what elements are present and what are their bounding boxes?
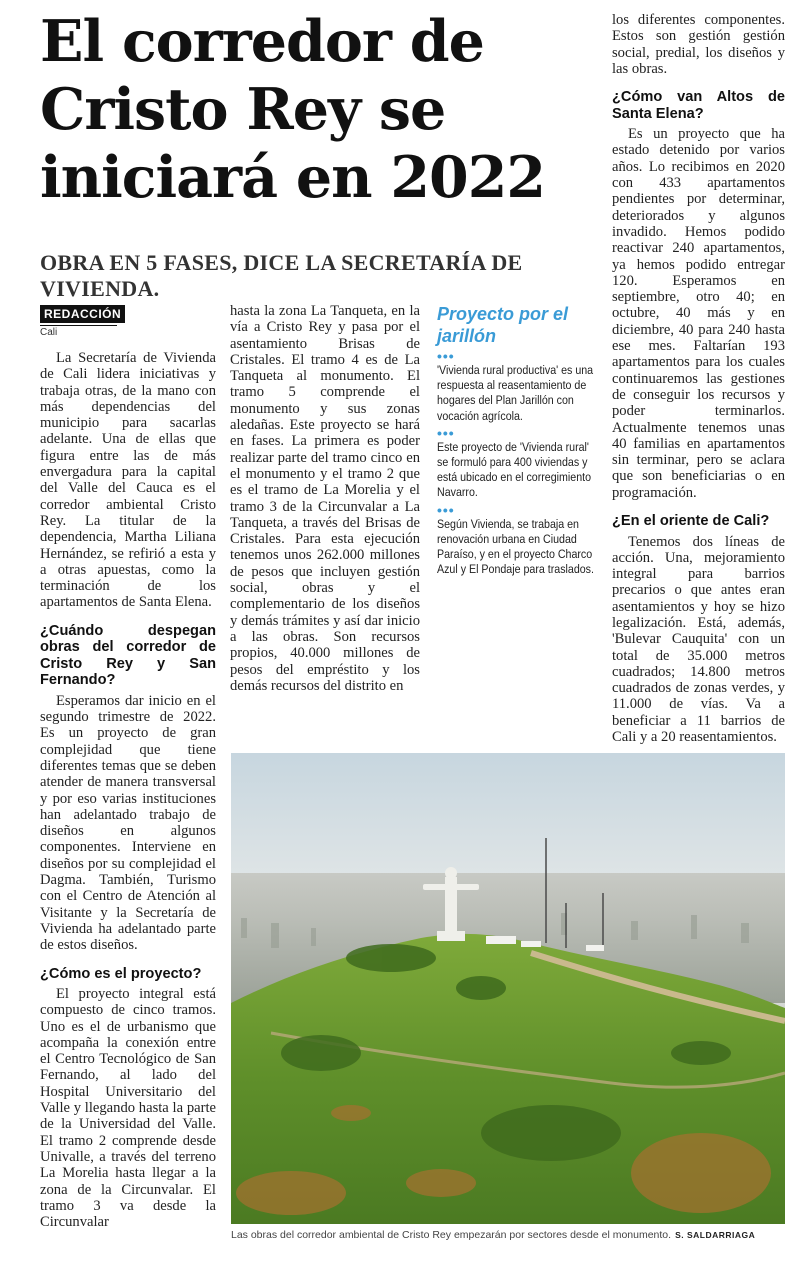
bullet-dots-icon: •••: [437, 348, 455, 364]
answer-paragraph: Es un proyecto que ha estado detenido por varios años. Lo recibimos en 2020 con 433 apartamentos pendientes por determinar, deteriorados y algunos invadido. Hemos podido reactivar 240 apartamentos, ya hemos podido entregar 120. Esperamos en septiembre, otro 40; en octubre, 40 más y en diciembre, 40 para 240 hasta ese mes. Faltarían 193 apartamentos para los cuales continuaremos las gestiones de conseguir los recursos y poder terminarlos. Actualmente tenemos unas 40 familias en apartamentos sin terminar, pero se aclara que son beneficiarias o en programación.: [612, 126, 785, 501]
headline: El corredor de Cristo Rey se iniciará en 2022: [40, 8, 546, 211]
article-column-1: [40, 350, 216, 1230]
photo-credit: S. SALDARRIAGA: [675, 1230, 756, 1240]
answer-paragraph: El proyecto integral está compuesto de cinco tramos. Uno es el de urbanismo que acompaña la conexión entre el Centro Tecnológico de San Fernando, al lado del Hospital Universitario del Valle y llegando hasta la parte de la Universidad del Valle. El tramo 2 comprende desde Univalle, a través del terreno La Morelia hasta llegar a la zona de la Circunvalar. El tramo 3 va desde la Circunvalar: [40, 986, 216, 1231]
bullet-dots-icon: •••: [437, 501, 455, 518]
sidebar-title: Proyecto por el jarillón: [437, 304, 569, 346]
question-heading: ¿Cómo es el proyecto?: [40, 965, 202, 982]
continued-paragraph: hasta la zona La Tanqueta, en la vía a Cristo Rey y pasa por el asentamiento Brisas de Cristales. El tramo 4 es de La Tanqueta al monumento. El tramo 5 comprende el monumento y sus zonas aledañas. Este proyecto se hará en fases. La primera es poder realizar parte del tramo cinco en el monumento y el tramo 2 que es el tramo de La Morelia y el tramo 3 de la Circunvalar a La Tanqueta, a través del Brisas de Cristales. Para esta ejecución tenemos unos 262.000 millones de pesos que incluyen gestión social, obras y el complementario de los diseños y demás trámites y así dar inicio a las obras. Son recursos propios, 40.000 millones de pesos del empréstito y los demás recursos del distrito en: [230, 303, 420, 694]
subheadline: OBRA EN 5 FASES, DICE LA SECRETARÍA DE VIVIENDA.: [40, 250, 523, 301]
byline-city: Cali: [40, 325, 117, 338]
hill-monument-illustration: [231, 753, 785, 1224]
answer-paragraph: Esperamos dar inicio en el segundo trimestre de 2022. Es un proyecto de gran complejidad que tiene diferentes temas que se deben atender de manera transversal y por eso varias instituciones han adelantado trabajo de diseños en algunos componentes. Interviene en diseños por su complejidad el Dagma. También, Turismo con el Centro de Atención al Visitante y la Secretaría de Vivienda ha adelantado parte de estos diseños.: [40, 692, 216, 954]
byline-section: REDACCIÓN: [40, 305, 125, 323]
photo-caption: [231, 1229, 785, 1241]
cristo-rey-aerial-photo: [231, 753, 785, 1224]
sidebar-item: Este proyecto de 'Vivienda rural' se formuló para 400 viviendas y está ubicado en el corregimiento Navarro.: [437, 439, 592, 500]
continued-paragraph: los diferentes componentes. Estos son gestión gestión social, predial, los diseños y las obras.: [612, 12, 785, 77]
intro-paragraph: La Secretaría de Vivienda de Cali lidera iniciativas y trabaja otras, de la mano con más dependencias del municipio para sacarlas adelante. Una de ellas que figura entre las de más envergadura para la capital del Valle del Cauca es el corredor ambiental Cristo Rey. La titular de la dependencia, Martha Liliana Hernández, se refirió a esta y a otras apuestas, como la terminación de los apartamentos de Santa Elena.: [40, 350, 216, 611]
question-heading: ¿En el oriente de Cali?: [612, 513, 770, 530]
question-heading: ¿Cómo van Altos de Santa Elena?: [612, 89, 785, 122]
article-column-4: [612, 12, 785, 745]
caption-text: Las obras del corredor ambiental de Cristo Rey empezarán por sectores desde el monumento.: [231, 1229, 672, 1241]
question-heading: ¿Cuándo despegan obras del corredor de Cristo Rey y San Fernando?: [40, 622, 216, 689]
sidebar-box: [437, 303, 597, 577]
bullet-dots-icon: •••: [437, 424, 455, 441]
byline: [40, 305, 125, 338]
article-column-2: [230, 303, 420, 694]
sidebar-item: Según Vivienda, se trabaja en renovación urbana en Ciudad Paraíso, y en el proyecto Charco Azul y El Pondaje para traslados.: [437, 516, 594, 577]
sidebar-item: 'Vivienda rural productiva' es una respuesta al reasentamiento de hogares del Plan Jarillón con vocación agrícola.: [437, 363, 594, 423]
answer-paragraph: Tenemos dos líneas de acción. Una, mejoramiento integral para barrios precarios o que antes eran asentamientos y hoy se hizo legalización. Está, además, 'Bulevar Cauquita' con un total de 35.000 metros cuadrados; 14.800 metros cuadrados de zonas verdes, y 11.000 de vías. Va a beneficiar a 11 barrios de Cali y a 20 reasentamientos.: [612, 533, 785, 746]
